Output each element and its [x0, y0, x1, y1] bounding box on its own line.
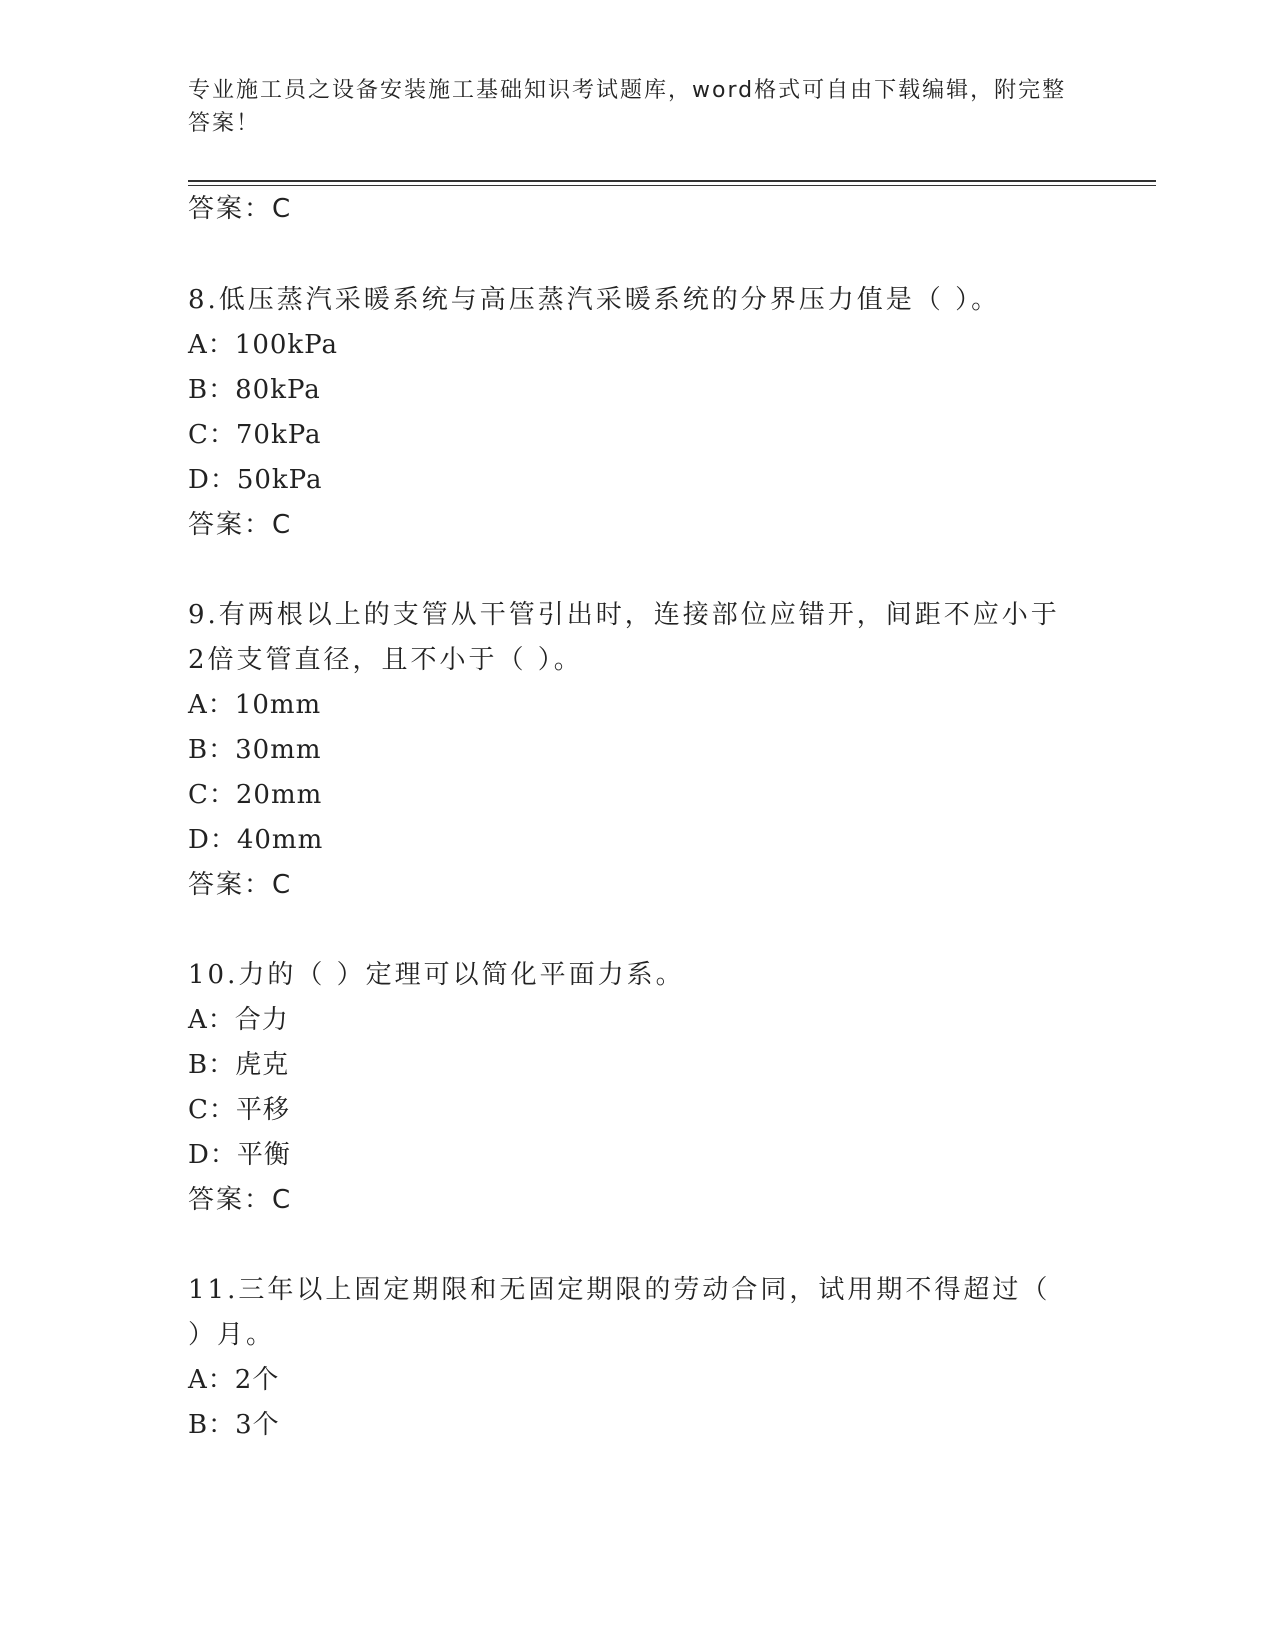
question-8-option-d: D：50kPa — [188, 465, 323, 495]
question-10-option-d: D：平衡 — [188, 1140, 291, 1170]
document-header: 专业施工员之设备安装施工基础知识考试题库，word格式可自由下载编辑，附完整答案！ — [188, 78, 1067, 136]
question-10-answer: 答案：C — [188, 1185, 293, 1215]
question-8-option-c: C：70kPa — [188, 420, 322, 450]
question-8-stem: 8.低压蒸汽采暖系统与高压蒸汽采暖系统的分界压力值是（ ）。 — [188, 285, 1001, 315]
question-11-stem-line2: ）月。 — [188, 1320, 276, 1350]
answer-7: 答案：C — [188, 194, 293, 224]
question-8-option-b: B：80kPa — [188, 375, 321, 405]
question-8-answer: 答案：C — [188, 510, 293, 540]
question-9-option-c: C：20mm — [188, 780, 323, 810]
question-10-option-a: A：合力 — [188, 1005, 289, 1035]
question-10-stem: 10.力的（ ）定理可以简化平面力系。 — [188, 960, 685, 990]
question-9-option-b: B：30mm — [188, 735, 322, 765]
question-11-option-a: A：2个 — [188, 1365, 280, 1395]
question-9-stem-line1: 9.有两根以上的支管从干管引出时，连接部位应错开，间距不应小于 — [188, 600, 1060, 630]
question-9-stem-line2: 2倍支管直径，且不小于（ ）。 — [188, 645, 583, 675]
question-9-option-d: D：40mm — [188, 825, 324, 855]
question-10-option-c: C：平移 — [188, 1095, 290, 1125]
header-divider-thin — [188, 185, 1156, 186]
question-11-option-b: B：3个 — [188, 1410, 280, 1440]
question-9-answer: 答案：C — [188, 870, 293, 900]
question-11-stem-line1: 11.三年以上固定期限和无固定期限的劳动合同，试用期不得超过（ — [188, 1275, 1051, 1305]
question-8-option-a: A：100kPa — [188, 330, 338, 360]
question-10-option-b: B：虎克 — [188, 1050, 290, 1080]
question-9-option-a: A：10mm — [188, 690, 322, 720]
header-divider-thick — [188, 180, 1156, 182]
